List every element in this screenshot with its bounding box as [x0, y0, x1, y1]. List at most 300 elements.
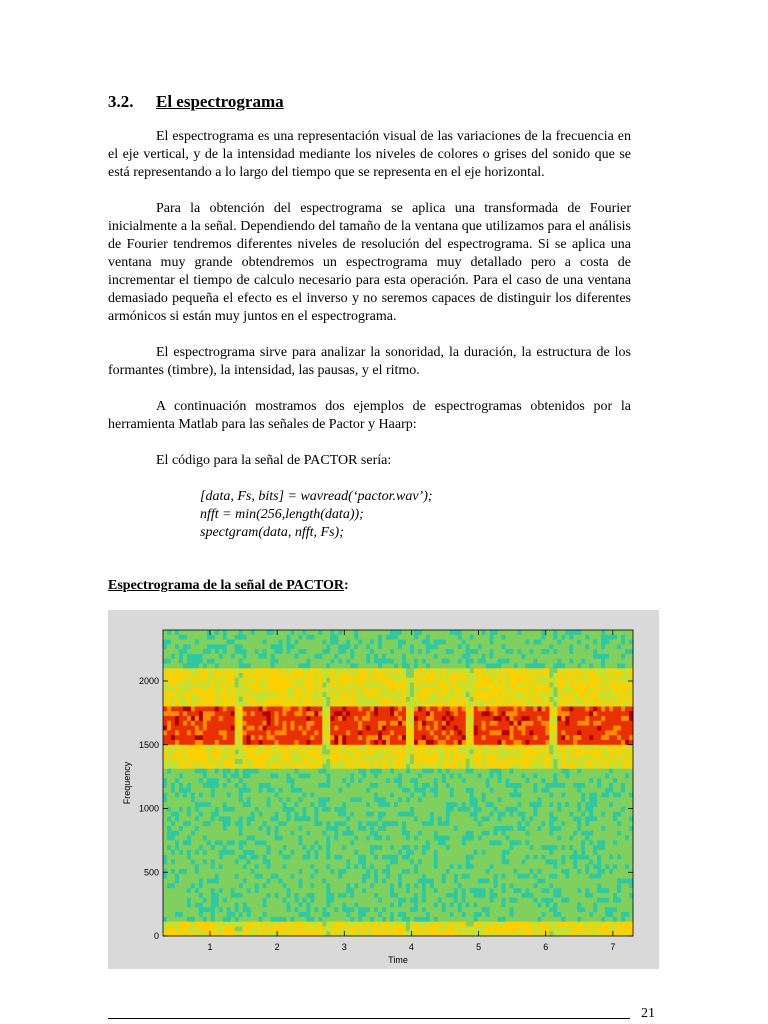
spectrogram-cell — [366, 654, 370, 659]
spectrogram-cell — [386, 907, 390, 912]
spectrogram-cell — [418, 630, 422, 635]
spectrogram-cell — [294, 793, 298, 798]
spectrogram-cell — [302, 879, 306, 884]
spectrogram-cell — [199, 788, 203, 793]
spectrogram-cell — [398, 673, 402, 678]
spectrogram-cell — [171, 635, 175, 640]
spectrogram-cell — [386, 726, 390, 731]
spectrogram-cell — [286, 759, 290, 764]
spectrogram-cell — [199, 697, 203, 702]
spectrogram-cell — [430, 726, 434, 731]
spectrogram-cell — [426, 917, 430, 922]
spectrogram-cell — [290, 816, 294, 821]
spectrogram-cell — [179, 869, 183, 874]
spectrogram-cell — [171, 802, 175, 807]
spectrogram-cell — [354, 802, 358, 807]
spectrogram-cell — [251, 692, 255, 697]
spectrogram-cell — [175, 840, 179, 845]
spectrogram-cell — [334, 644, 338, 649]
spectrogram-cell — [358, 926, 362, 931]
spectrogram-cell — [422, 802, 426, 807]
spectrogram-cell — [414, 754, 418, 759]
spectrogram-cell — [434, 683, 438, 688]
spectrogram-cell — [231, 826, 235, 831]
spectrogram-cell — [354, 644, 358, 649]
spectrogram-cell — [187, 860, 191, 865]
spectrogram-cell — [386, 807, 390, 812]
spectrogram-cell — [322, 649, 326, 654]
spectrogram-cell — [298, 869, 302, 874]
spectrogram-cell — [275, 879, 279, 884]
spectrogram-cell — [382, 754, 386, 759]
spectrogram-cell — [410, 802, 414, 807]
spectrogram-cell — [354, 926, 358, 931]
spectrogram-cell — [215, 917, 219, 922]
spectrogram-cell — [430, 668, 434, 673]
spectrogram-cell — [251, 903, 255, 908]
spectrogram-cell — [342, 778, 346, 783]
spectrogram-cell — [255, 917, 259, 922]
spectrogram-cell — [330, 783, 334, 788]
spectrogram-cell — [350, 635, 354, 640]
spectrogram-cell — [290, 754, 294, 759]
spectrogram-cell — [235, 802, 239, 807]
spectrogram-cell — [191, 821, 195, 826]
spectrogram-cell — [330, 750, 334, 755]
spectrogram-cell — [179, 907, 183, 912]
spectrogram-cell — [394, 721, 398, 726]
spectrogram-cell — [175, 831, 179, 836]
spectrogram-cell — [394, 735, 398, 740]
spectrogram-cell — [410, 735, 414, 740]
spectrogram-cell — [199, 730, 203, 735]
spectrogram-cell — [466, 926, 470, 931]
spectrogram-cell — [318, 740, 322, 745]
spectrogram-cell — [219, 912, 223, 917]
spectrogram-cell — [378, 898, 382, 903]
spectrogram-cell — [378, 707, 382, 712]
spectrogram-cell — [418, 707, 422, 712]
spectrogram-cell — [330, 673, 334, 678]
spectrogram-cell — [302, 912, 306, 917]
spectrogram-cell — [362, 816, 366, 821]
spectrogram-cell — [275, 635, 279, 640]
spectrogram-cell — [402, 644, 406, 649]
spectrogram-cell — [382, 649, 386, 654]
spectrogram-cell — [239, 773, 243, 778]
spectrogram-cell — [434, 697, 438, 702]
spectrogram-cell — [310, 659, 314, 664]
spectrogram-cell — [282, 783, 286, 788]
spectrogram-cell — [406, 726, 410, 731]
spectrogram-cell — [446, 860, 450, 865]
spectrogram-cell — [175, 740, 179, 745]
spectrogram-cell — [378, 764, 382, 769]
spectrogram-cell — [446, 802, 450, 807]
spectrogram-cell — [203, 879, 207, 884]
spectrogram-cell — [418, 855, 422, 860]
spectrogram-cell — [191, 888, 195, 893]
spectrogram-cell — [279, 898, 283, 903]
spectrogram-cell — [211, 678, 215, 683]
spectrogram-cell — [426, 864, 430, 869]
spectrogram-cell — [422, 907, 426, 912]
spectrogram-cell — [402, 874, 406, 879]
spectrogram-cell — [219, 702, 223, 707]
spectrogram-cell — [215, 869, 219, 874]
spectrogram-cell — [267, 730, 271, 735]
spectrogram-cell — [183, 683, 187, 688]
spectrogram-cell — [255, 687, 259, 692]
spectrogram-cell — [199, 922, 203, 927]
spectrogram-cell — [410, 831, 414, 836]
spectrogram-cell — [199, 764, 203, 769]
spectrogram-cell — [279, 907, 283, 912]
spectrogram-cell — [163, 893, 167, 898]
spectrogram-cell — [235, 788, 239, 793]
spectrogram-cell — [322, 783, 326, 788]
spectrogram-cell — [306, 764, 310, 769]
spectrogram-cell — [322, 754, 326, 759]
spectrogram-cell — [267, 697, 271, 702]
spectrogram-cell — [223, 735, 227, 740]
spectrogram-cell — [334, 683, 338, 688]
spectrogram-cell — [378, 845, 382, 850]
spectrogram-cell — [279, 659, 283, 664]
spectrogram-cell — [410, 898, 414, 903]
spectrogram-cell — [422, 903, 426, 908]
spectrogram-cell — [294, 711, 298, 716]
spectrogram-cell — [442, 893, 446, 898]
spectrogram-cell — [167, 926, 171, 931]
spectrogram-cell — [342, 769, 346, 774]
spectrogram-cell — [279, 683, 283, 688]
spectrogram-cell — [263, 649, 267, 654]
spectrogram-cell — [466, 893, 470, 898]
spectrogram-cell — [263, 797, 267, 802]
spectrogram-cell — [259, 917, 263, 922]
spectrogram-cell — [239, 750, 243, 755]
spectrogram-cell — [163, 778, 167, 783]
spectrogram-cell — [462, 917, 466, 922]
spectrogram-cell — [251, 840, 255, 845]
spectrogram-cell — [259, 716, 263, 721]
spectrogram-cell — [247, 783, 251, 788]
spectrogram-cell — [454, 745, 458, 750]
spectrogram-cell — [390, 683, 394, 688]
spectrogram-cell — [310, 716, 314, 721]
spectrogram-cell — [187, 769, 191, 774]
spectrogram-cell — [446, 773, 450, 778]
spectrogram-cell — [195, 721, 199, 726]
spectrogram-cell — [286, 711, 290, 716]
spectrogram-cell — [366, 812, 370, 817]
spectrogram-cell — [267, 855, 271, 860]
spectrogram-cell — [215, 898, 219, 903]
spectrogram-cell — [394, 850, 398, 855]
spectrogram-cell — [247, 644, 251, 649]
spectrogram-cell — [322, 726, 326, 731]
spectrogram-cell — [438, 687, 442, 692]
spectrogram-cell — [446, 683, 450, 688]
spectrogram-cell — [298, 740, 302, 745]
spectrogram-cell — [430, 659, 434, 664]
spectrogram-cell — [438, 683, 442, 688]
spectrogram-cell — [362, 659, 366, 664]
spectrogram-cell — [275, 793, 279, 798]
spectrogram-cell — [183, 840, 187, 845]
spectrogram-cell — [398, 702, 402, 707]
spectrogram-cell — [183, 654, 187, 659]
spectrogram-cell — [386, 711, 390, 716]
spectrogram-cell — [382, 745, 386, 750]
spectrogram-cell — [298, 855, 302, 860]
spectrogram-cell — [394, 692, 398, 697]
spectrogram-cell — [426, 721, 430, 726]
spectrogram-cell — [167, 726, 171, 731]
spectrogram-cell — [171, 754, 175, 759]
spectrogram-cell — [374, 807, 378, 812]
spectrogram-cell — [271, 869, 275, 874]
spectrogram-cell — [286, 826, 290, 831]
spectrogram-cell — [398, 907, 402, 912]
spectrogram-cell — [271, 855, 275, 860]
spectrogram-cell — [326, 888, 330, 893]
spectrogram-cell — [442, 888, 446, 893]
spectrogram-cell — [458, 912, 462, 917]
spectrogram-cell — [163, 812, 167, 817]
spectrogram-cell — [183, 917, 187, 922]
spectrogram-cell — [294, 678, 298, 683]
spectrogram-cell — [334, 840, 338, 845]
spectrogram-cell — [446, 702, 450, 707]
spectrogram-cell — [354, 860, 358, 865]
spectrogram-cell — [334, 773, 338, 778]
spectrogram-cell — [263, 683, 267, 688]
spectrogram-cell — [275, 711, 279, 716]
spectrogram-cell — [458, 754, 462, 759]
spectrogram-cell — [446, 917, 450, 922]
spectrogram-cell — [290, 845, 294, 850]
spectrogram-cell — [175, 821, 179, 826]
spectrogram-cell — [326, 821, 330, 826]
spectrogram-cell — [207, 640, 211, 645]
spectrogram-cell — [247, 831, 251, 836]
spectrogram-cell — [366, 845, 370, 850]
spectrogram-cell — [398, 764, 402, 769]
spectrogram-cell — [374, 864, 378, 869]
spectrogram-cell — [227, 644, 231, 649]
spectrogram-cell — [462, 893, 466, 898]
spectrogram-cell — [422, 912, 426, 917]
spectrogram-cell — [199, 888, 203, 893]
spectrogram-cell — [171, 726, 175, 731]
spectrogram-cell — [422, 831, 426, 836]
spectrogram-cell — [267, 663, 271, 668]
spectrogram-cell — [374, 874, 378, 879]
spectrogram-cell — [342, 659, 346, 664]
spectrogram-cell — [215, 926, 219, 931]
spectrogram-cell — [191, 783, 195, 788]
spectrogram-cell — [450, 663, 454, 668]
spectrogram-cell — [366, 640, 370, 645]
spectrogram-cell — [382, 826, 386, 831]
spectrogram-cell — [438, 869, 442, 874]
spectrogram-cell — [358, 917, 362, 922]
spectrogram-cell — [271, 740, 275, 745]
spectrogram-cell — [183, 797, 187, 802]
spectrogram-cell — [466, 630, 470, 635]
spectrogram-cell — [318, 869, 322, 874]
spectrogram-cell — [263, 716, 267, 721]
spectrogram-cell — [290, 740, 294, 745]
spectrogram-cell — [334, 836, 338, 841]
spectrogram-cell — [175, 663, 179, 668]
spectrogram-cell — [195, 888, 199, 893]
spectrogram-cell — [438, 773, 442, 778]
spectrogram-cell — [382, 917, 386, 922]
spectrogram-cell — [402, 826, 406, 831]
spectrogram-cell — [342, 707, 346, 712]
spectrogram-cell — [255, 711, 259, 716]
spectrogram-cell — [294, 783, 298, 788]
spectrogram-cell — [390, 855, 394, 860]
spectrogram-cell — [330, 778, 334, 783]
spectrogram-cell — [406, 702, 410, 707]
spectrogram-cell — [378, 649, 382, 654]
spectrogram-cell — [466, 773, 470, 778]
spectrogram-cell — [402, 750, 406, 755]
spectrogram-cell — [442, 821, 446, 826]
spectrogram-cell — [195, 860, 199, 865]
spectrogram-cell — [187, 912, 191, 917]
spectrogram-cell — [314, 644, 318, 649]
spectrogram-cell — [183, 764, 187, 769]
spectrogram-cell — [406, 826, 410, 831]
spectrogram-cell — [462, 788, 466, 793]
spectrogram-cell — [318, 640, 322, 645]
spectrogram-cell — [259, 793, 263, 798]
spectrogram-cell — [203, 816, 207, 821]
spectrogram-cell — [187, 773, 191, 778]
spectrogram-cell — [163, 907, 167, 912]
spectrogram-cell — [282, 888, 286, 893]
spectrogram-cell — [402, 635, 406, 640]
spectrogram-cell — [290, 797, 294, 802]
spectrogram-cell — [302, 740, 306, 745]
spectrogram-cell — [215, 750, 219, 755]
spectrogram-cell — [358, 735, 362, 740]
spectrogram-cell — [259, 922, 263, 927]
spectrogram-cell — [358, 840, 362, 845]
spectrogram-cell — [354, 745, 358, 750]
spectrogram-cell — [271, 879, 275, 884]
spectrogram-cell — [219, 740, 223, 745]
spectrogram-cell — [298, 879, 302, 884]
spectrogram-cell — [259, 745, 263, 750]
spectrogram-cell — [195, 659, 199, 664]
spectrogram-cell — [199, 917, 203, 922]
spectrogram-cell — [219, 860, 223, 865]
spectrogram-cell — [450, 860, 454, 865]
spectrogram-cell — [410, 678, 414, 683]
spectrogram-cell — [430, 707, 434, 712]
spectrogram-cell — [446, 692, 450, 697]
spectrogram-cell — [438, 663, 442, 668]
spectrogram-cell — [263, 754, 267, 759]
spectrogram-cell — [334, 673, 338, 678]
spectrogram-cell — [175, 850, 179, 855]
spectrogram-cell — [370, 922, 374, 927]
spectrogram-cell — [255, 874, 259, 879]
spectrogram-cell — [251, 802, 255, 807]
spectrogram-cell — [426, 659, 430, 664]
spectrogram-cell — [414, 821, 418, 826]
spectrogram-cell — [410, 640, 414, 645]
spectrogram-cell — [414, 874, 418, 879]
spectrogram-cell — [426, 630, 430, 635]
spectrogram-cell — [207, 673, 211, 678]
spectrogram-cell — [290, 735, 294, 740]
spectrogram-cell — [438, 764, 442, 769]
spectrogram-cell — [235, 826, 239, 831]
spectrogram-cell — [318, 917, 322, 922]
spectrogram-cell — [243, 697, 247, 702]
spectrogram-cell — [330, 855, 334, 860]
spectrogram-cell — [382, 730, 386, 735]
spectrogram-cell — [183, 635, 187, 640]
spectrogram-cell — [362, 683, 366, 688]
spectrogram-cell — [342, 917, 346, 922]
spectrogram-cell — [282, 903, 286, 908]
spectrogram-cell — [163, 802, 167, 807]
spectrogram-cell — [322, 778, 326, 783]
spectrogram-cell — [414, 907, 418, 912]
spectrogram-cell — [386, 649, 390, 654]
spectrogram-cell — [394, 687, 398, 692]
spectrogram-cell — [259, 778, 263, 783]
spectrogram-cell — [454, 678, 458, 683]
spectrogram-cell — [334, 750, 338, 755]
spectrogram-cell — [207, 726, 211, 731]
spectrogram-cell — [446, 668, 450, 673]
spectrogram-cell — [259, 831, 263, 836]
spectrogram-cell — [187, 797, 191, 802]
spectrogram-cell — [442, 850, 446, 855]
spectrogram-cell — [358, 807, 362, 812]
spectrogram-cell — [422, 836, 426, 841]
spectrogram-cell — [314, 687, 318, 692]
spectrogram-cell — [163, 716, 167, 721]
spectrogram-cell — [394, 821, 398, 826]
spectrogram-cell — [434, 754, 438, 759]
spectrogram-cell — [470, 764, 474, 769]
spectrogram-cell — [382, 778, 386, 783]
spectrogram-cell — [282, 711, 286, 716]
spectrogram-cell — [374, 649, 378, 654]
spectrogram-cell — [426, 826, 430, 831]
spectrogram-cell — [342, 864, 346, 869]
spectrogram-cell — [390, 649, 394, 654]
spectrogram-cell — [398, 644, 402, 649]
spectrogram-cell — [306, 797, 310, 802]
spectrogram-cell — [298, 793, 302, 798]
spectrogram-cell — [203, 649, 207, 654]
spectrogram-cell — [306, 730, 310, 735]
spectrogram-cell — [231, 922, 235, 927]
spectrogram-cell — [314, 692, 318, 697]
spectrogram-cell — [219, 640, 223, 645]
